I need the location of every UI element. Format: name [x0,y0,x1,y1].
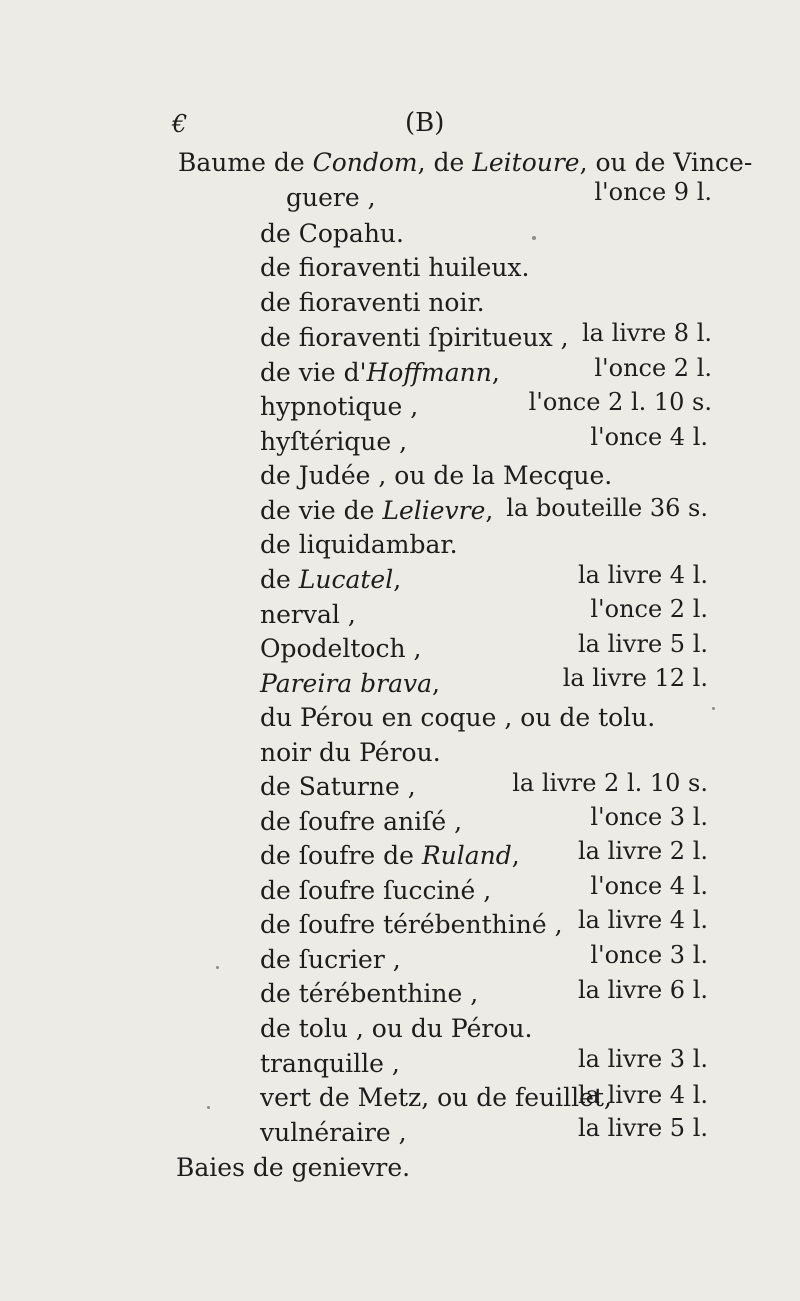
entry-price: la livre 5 l. [577,630,708,658]
entry-line: Baume de Condom, de Leitoure, ou de Vince- [178,148,753,177]
entry-price: l'once 4 l. [590,872,708,900]
entry-price: la livre 3 l. [577,1045,708,1073]
entry-line: nerval , [260,600,356,629]
entry-line: vert de Metz, ou de feuillet, [260,1083,612,1112]
paper-speck [712,707,715,710]
entry-line: hyſtérique , [260,427,408,456]
entry-line: de Lucatel, [260,565,402,594]
entry-line: de vie de Lelievre, [260,496,494,525]
entry-line: hypnotique , [260,392,419,421]
entry-price: la livre 6 l. [577,976,708,1004]
entry-line: de ſucrier , [260,945,401,974]
entry-price: la livre 4 l. [577,561,708,589]
paper-speck [207,1106,210,1109]
entry-price: la livre 5 l. [577,1114,708,1142]
entry-line: Opodeltoch , [260,634,422,663]
entry-price: la bouteille 36 s. [506,494,708,522]
entry-price: la livre 4 l. [577,1081,708,1109]
signature-mark: € [172,110,188,138]
entry-price: la livre 2 l. [577,837,708,865]
entry-price: la livre 2 l. 10 s. [512,769,708,797]
entry-price: la livre 12 l. [562,664,708,692]
entry-line: guere , [286,183,376,212]
entry-line: de fioraventi noir. [260,288,485,317]
entry-line: du Pérou en coque , ou de tolu. [260,703,656,732]
entry-line: tranquille , [260,1049,400,1078]
entry-price: l'once 3 l. [590,803,708,831]
entry-line: de ſoufre aniſé , [260,807,463,836]
entry-line: noir du Pérou. [260,738,441,767]
entry-line: Pareira brava, [260,669,440,698]
entry-line: de Judée , ou de la Mecque. [260,461,613,490]
entry-line: de fioraventi ſpiritueux , [260,323,569,352]
entry-price: l'once 2 l. [590,595,708,623]
entry-line: de tolu , ou du Pérou. [260,1014,533,1043]
entry-price: l'once 2 l. [594,354,712,382]
entry-price: la livre 8 l. [581,319,712,347]
entry-price: l'once 4 l. [590,423,708,451]
entry-line: de térébenthine , [260,979,479,1008]
entry-line: de Copahu. [260,219,404,248]
entry-line: de ſoufre de Ruland, [260,841,520,870]
entry-price: l'once 2 l. 10 s. [528,388,712,416]
entry-price: la livre 4 l. [577,906,708,934]
entry-line: de liquidambar. [260,530,458,559]
entry-price: l'once 9 l. [594,178,712,206]
entry-line: de vie d'Hoffmann, [260,358,500,387]
paper-speck [532,236,536,240]
entry-line: de ſoufre térébenthiné , [260,910,563,939]
paper-speck [216,966,219,969]
entry-line: de ſoufre ſucciné , [260,876,492,905]
entry-line: de fioraventi huileux. [260,253,530,282]
entry-line: vulnéraire , [260,1118,407,1147]
entry-line: de Saturne , [260,772,416,801]
entry-line: Baies de genievre. [176,1153,411,1182]
page-title: (B) [405,108,445,138]
entry-price: l'once 3 l. [590,941,708,969]
